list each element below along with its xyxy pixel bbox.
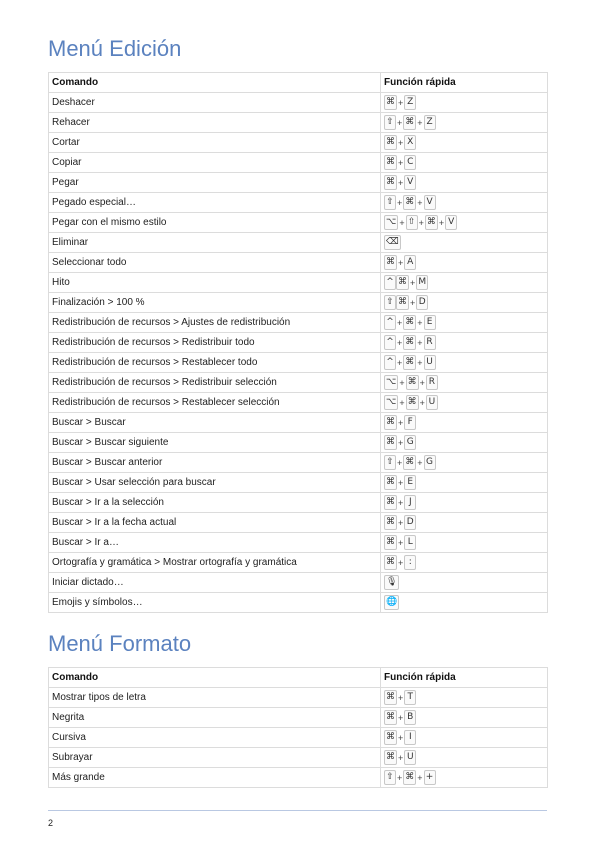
key-cap: B bbox=[404, 710, 416, 725]
command-cell: Deshacer bbox=[49, 93, 381, 113]
plus-sign: + bbox=[419, 397, 425, 408]
key-cap: ⌘ bbox=[384, 535, 397, 550]
table-row bbox=[49, 153, 548, 173]
command-cell: Rehacer bbox=[49, 113, 381, 133]
command-cell: Redistribución de recursos > Restablecer selección bbox=[49, 393, 381, 413]
key-cap: U bbox=[404, 750, 416, 765]
shortcut-cell bbox=[381, 688, 548, 708]
command-cell: Buscar > Buscar siguiente bbox=[49, 433, 381, 453]
edit-menu-heading: Menú Edición bbox=[48, 36, 182, 61]
key-cap: E bbox=[424, 315, 436, 330]
shortcut-cell bbox=[381, 153, 548, 173]
key-cap: G bbox=[404, 435, 416, 450]
plus-sign: + bbox=[397, 457, 403, 468]
key-cap: Z bbox=[424, 115, 436, 130]
plus-sign: + bbox=[397, 197, 403, 208]
key-cap: D bbox=[416, 295, 428, 310]
shortcut-cell bbox=[381, 293, 548, 313]
shortcut-cell bbox=[381, 553, 548, 573]
key-cap: ⌘ bbox=[403, 195, 416, 210]
key-cap: ⌫ bbox=[384, 235, 401, 250]
plus-sign: + bbox=[398, 537, 404, 548]
plus-sign: + bbox=[398, 137, 404, 148]
plus-sign: + bbox=[419, 377, 425, 388]
shortcut-cell bbox=[381, 273, 548, 293]
plus-sign: + bbox=[398, 497, 404, 508]
shortcut-cell bbox=[381, 353, 548, 373]
plus-sign: + bbox=[398, 417, 404, 428]
edit-menu-table bbox=[48, 72, 548, 613]
key-cap: ⌘ bbox=[403, 335, 416, 350]
key-cap: ⇧ bbox=[384, 115, 396, 130]
table-row bbox=[49, 453, 548, 473]
shortcut-cell bbox=[381, 193, 548, 213]
table-row bbox=[49, 133, 548, 153]
key-cap: R bbox=[426, 375, 438, 390]
key-cap: V bbox=[404, 175, 416, 190]
plus-sign: + bbox=[417, 197, 423, 208]
plus-sign: + bbox=[397, 772, 403, 783]
table-row bbox=[49, 353, 548, 373]
key-cap: ^ bbox=[384, 335, 396, 350]
key-cap: G bbox=[424, 455, 436, 470]
shortcut-cell bbox=[381, 533, 548, 553]
key-cap: ^ bbox=[384, 315, 396, 330]
plus-sign: + bbox=[398, 97, 404, 108]
key-cap: R bbox=[424, 335, 436, 350]
table-row bbox=[49, 233, 548, 253]
key-cap: ⌘ bbox=[384, 135, 397, 150]
command-cell: Finalización > 100 % bbox=[49, 293, 381, 313]
key-cap: : bbox=[404, 555, 416, 570]
plus-sign: + bbox=[399, 397, 405, 408]
key-cap: J bbox=[404, 495, 416, 510]
command-cell: Buscar > Ir a la selección bbox=[49, 493, 381, 513]
shortcut-cell bbox=[381, 93, 548, 113]
key-cap: ⌘ bbox=[384, 435, 397, 450]
key-cap: ⌥ bbox=[384, 395, 398, 410]
plus-sign: + bbox=[399, 377, 405, 388]
shortcut-cell bbox=[381, 433, 548, 453]
key-cap: ⌘ bbox=[384, 710, 397, 725]
table-row bbox=[49, 708, 548, 728]
shortcut-cell bbox=[381, 708, 548, 728]
table-row bbox=[49, 573, 548, 593]
table-row bbox=[49, 333, 548, 353]
table-row bbox=[49, 768, 548, 788]
key-cap: ⌘ bbox=[425, 215, 438, 230]
key-cap: ⌘ bbox=[403, 770, 416, 785]
table-row bbox=[49, 113, 548, 133]
key-cap: ⌘ bbox=[396, 275, 409, 290]
command-cell: Iniciar dictado… bbox=[49, 573, 381, 593]
key-cap: ⇧ bbox=[384, 770, 396, 785]
table-header-row bbox=[49, 73, 548, 93]
key-cap: U bbox=[424, 355, 436, 370]
plus-sign: + bbox=[399, 217, 405, 228]
key-cap: ⌘ bbox=[384, 255, 397, 270]
key-cap: ⌘ bbox=[396, 295, 409, 310]
shortcut-cell bbox=[381, 213, 548, 233]
table-row bbox=[49, 293, 548, 313]
key-cap: ⌘ bbox=[403, 455, 416, 470]
table-row bbox=[49, 473, 548, 493]
key-cap: ⌘ bbox=[406, 395, 419, 410]
command-cell: Pegado especial… bbox=[49, 193, 381, 213]
key-cap: ⌘ bbox=[384, 750, 397, 765]
command-cell: Ortografía y gramática > Mostrar ortografía y gramática bbox=[49, 553, 381, 573]
key-cap: ⌘ bbox=[384, 155, 397, 170]
key-cap: U bbox=[426, 395, 438, 410]
key-cap: V bbox=[445, 215, 457, 230]
plus-sign: + bbox=[410, 277, 416, 288]
shortcut-cell bbox=[381, 253, 548, 273]
shortcut-cell bbox=[381, 133, 548, 153]
command-cell: Buscar > Usar selección para buscar bbox=[49, 473, 381, 493]
table-header-row bbox=[49, 668, 548, 688]
plus-sign: + bbox=[410, 297, 416, 308]
footer-divider bbox=[48, 810, 547, 811]
table-row bbox=[49, 553, 548, 573]
shortcut-cell bbox=[381, 173, 548, 193]
key-cap: ⌘ bbox=[384, 690, 397, 705]
shortcut-cell bbox=[381, 233, 548, 253]
key-cap: F bbox=[404, 415, 416, 430]
command-cell: Cursiva bbox=[49, 728, 381, 748]
command-cell: Mostrar tipos de letra bbox=[49, 688, 381, 708]
key-cap: 🎙 bbox=[384, 575, 399, 590]
table-row bbox=[49, 93, 548, 113]
shortcut-cell bbox=[381, 493, 548, 513]
plus-sign: + bbox=[417, 317, 423, 328]
table-row bbox=[49, 728, 548, 748]
command-cell: Buscar > Ir a… bbox=[49, 533, 381, 553]
shortcut-cell bbox=[381, 393, 548, 413]
table-row bbox=[49, 213, 548, 233]
plus-sign: + bbox=[418, 217, 424, 228]
key-cap: ⌘ bbox=[384, 515, 397, 530]
key-cap: ⌘ bbox=[384, 95, 397, 110]
shortcut-column-header: Función rápida bbox=[381, 668, 548, 688]
shortcut-cell bbox=[381, 453, 548, 473]
key-cap: ⇧ bbox=[384, 295, 396, 310]
plus-sign: + bbox=[438, 217, 445, 228]
plus-sign: + bbox=[417, 117, 423, 128]
key-cap: L bbox=[404, 535, 416, 550]
key-cap: T bbox=[404, 690, 416, 705]
key-cap: ⌘ bbox=[384, 175, 397, 190]
command-cell: Hito bbox=[49, 273, 381, 293]
key-cap: ⌘ bbox=[384, 730, 397, 745]
table-row bbox=[49, 253, 548, 273]
key-cap: ⌘ bbox=[384, 415, 397, 430]
table-row bbox=[49, 393, 548, 413]
plus-sign: + bbox=[398, 732, 404, 743]
table-row bbox=[49, 313, 548, 333]
key-cap: A bbox=[404, 255, 416, 270]
command-cell: Redistribución de recursos > Restablecer todo bbox=[49, 353, 381, 373]
edit-menu-rows bbox=[49, 93, 548, 613]
key-cap: M bbox=[416, 275, 428, 290]
key-cap: ⇧ bbox=[384, 455, 396, 470]
shortcut-cell bbox=[381, 768, 548, 788]
plus-sign: + bbox=[398, 712, 404, 723]
table-row bbox=[49, 413, 548, 433]
shortcut-column-header: Función rápida bbox=[381, 73, 548, 93]
command-cell: Subrayar bbox=[49, 748, 381, 768]
key-cap: D bbox=[404, 515, 416, 530]
command-cell: Más grande bbox=[49, 768, 381, 788]
command-column-header: Comando bbox=[49, 73, 381, 93]
key-cap: ⌘ bbox=[384, 475, 397, 490]
plus-sign: + bbox=[398, 477, 404, 488]
shortcut-cell bbox=[381, 593, 548, 613]
command-cell: Emojis y símbolos… bbox=[49, 593, 381, 613]
key-cap: ⇧ bbox=[384, 195, 396, 210]
plus-sign: + bbox=[417, 337, 423, 348]
key-cap: ⌘ bbox=[403, 355, 416, 370]
table-row bbox=[49, 593, 548, 613]
plus-sign: + bbox=[397, 337, 403, 348]
shortcut-cell bbox=[381, 728, 548, 748]
shortcut-cell bbox=[381, 313, 548, 333]
command-cell: Copiar bbox=[49, 153, 381, 173]
key-cap: C bbox=[404, 155, 416, 170]
table-row bbox=[49, 533, 548, 553]
command-cell: Pegar bbox=[49, 173, 381, 193]
shortcut-cell bbox=[381, 373, 548, 393]
command-cell: Redistribución de recursos > Redistribuir todo bbox=[49, 333, 381, 353]
command-cell: Negrita bbox=[49, 708, 381, 728]
plus-sign: + bbox=[398, 752, 404, 763]
table-row bbox=[49, 173, 548, 193]
plus-sign: + bbox=[397, 357, 403, 368]
plus-sign: + bbox=[398, 157, 404, 168]
format-menu-rows bbox=[49, 688, 548, 788]
table-row bbox=[49, 493, 548, 513]
key-cap: ⌥ bbox=[384, 375, 398, 390]
command-cell: Buscar > Buscar bbox=[49, 413, 381, 433]
command-cell: Buscar > Buscar anterior bbox=[49, 453, 381, 473]
key-cap: ⌘ bbox=[406, 375, 419, 390]
key-cap: ⇧ bbox=[406, 215, 418, 230]
format-menu-heading: Menú Formato bbox=[48, 631, 192, 656]
plus-sign: + bbox=[398, 177, 404, 188]
key-cap: ⌘ bbox=[384, 555, 397, 570]
key-cap: E bbox=[404, 475, 416, 490]
key-cap: ⌘ bbox=[403, 315, 416, 330]
plus-sign: + bbox=[417, 357, 423, 368]
command-cell: Redistribución de recursos > Redistribuir selección bbox=[49, 373, 381, 393]
command-cell: Seleccionar todo bbox=[49, 253, 381, 273]
format-menu-table bbox=[48, 667, 548, 788]
table-row bbox=[49, 748, 548, 768]
key-cap: ⌘ bbox=[384, 495, 397, 510]
plus-sign: + bbox=[417, 457, 423, 468]
shortcut-cell bbox=[381, 748, 548, 768]
shortcut-cell bbox=[381, 333, 548, 353]
key-cap: ^ bbox=[384, 275, 396, 290]
key-cap: I bbox=[404, 730, 416, 745]
command-cell: Eliminar bbox=[49, 233, 381, 253]
plus-sign: + bbox=[398, 557, 404, 568]
key-cap: ⌥ bbox=[384, 215, 398, 230]
command-cell: Pegar con el mismo estilo bbox=[49, 213, 381, 233]
table-row bbox=[49, 688, 548, 708]
shortcut-cell bbox=[381, 113, 548, 133]
plus-sign: + bbox=[398, 517, 404, 528]
table-row bbox=[49, 513, 548, 533]
table-row bbox=[49, 373, 548, 393]
shortcut-cell bbox=[381, 513, 548, 533]
key-cap: ⌘ bbox=[403, 115, 416, 130]
key-cap: X bbox=[404, 135, 416, 150]
shortcut-cell bbox=[381, 573, 548, 593]
command-cell: Buscar > Ir a la fecha actual bbox=[49, 513, 381, 533]
plus-sign: + bbox=[417, 772, 423, 783]
key-cap: Z bbox=[404, 95, 416, 110]
key-cap: + bbox=[424, 770, 436, 785]
plus-sign: + bbox=[398, 257, 404, 268]
table-row bbox=[49, 193, 548, 213]
page-number: 2 bbox=[48, 818, 54, 828]
table-row bbox=[49, 433, 548, 453]
table-row bbox=[49, 273, 548, 293]
key-cap: 🌐 bbox=[384, 595, 399, 610]
key-cap: ^ bbox=[384, 355, 396, 370]
plus-sign: + bbox=[398, 692, 404, 703]
shortcut-cell bbox=[381, 413, 548, 433]
plus-sign: + bbox=[397, 117, 403, 128]
command-cell: Redistribución de recursos > Ajustes de redistribución bbox=[49, 313, 381, 333]
plus-sign: + bbox=[398, 437, 404, 448]
command-cell: Cortar bbox=[49, 133, 381, 153]
key-cap: V bbox=[424, 195, 436, 210]
shortcut-cell bbox=[381, 473, 548, 493]
command-column-header: Comando bbox=[49, 668, 381, 688]
plus-sign: + bbox=[397, 317, 403, 328]
